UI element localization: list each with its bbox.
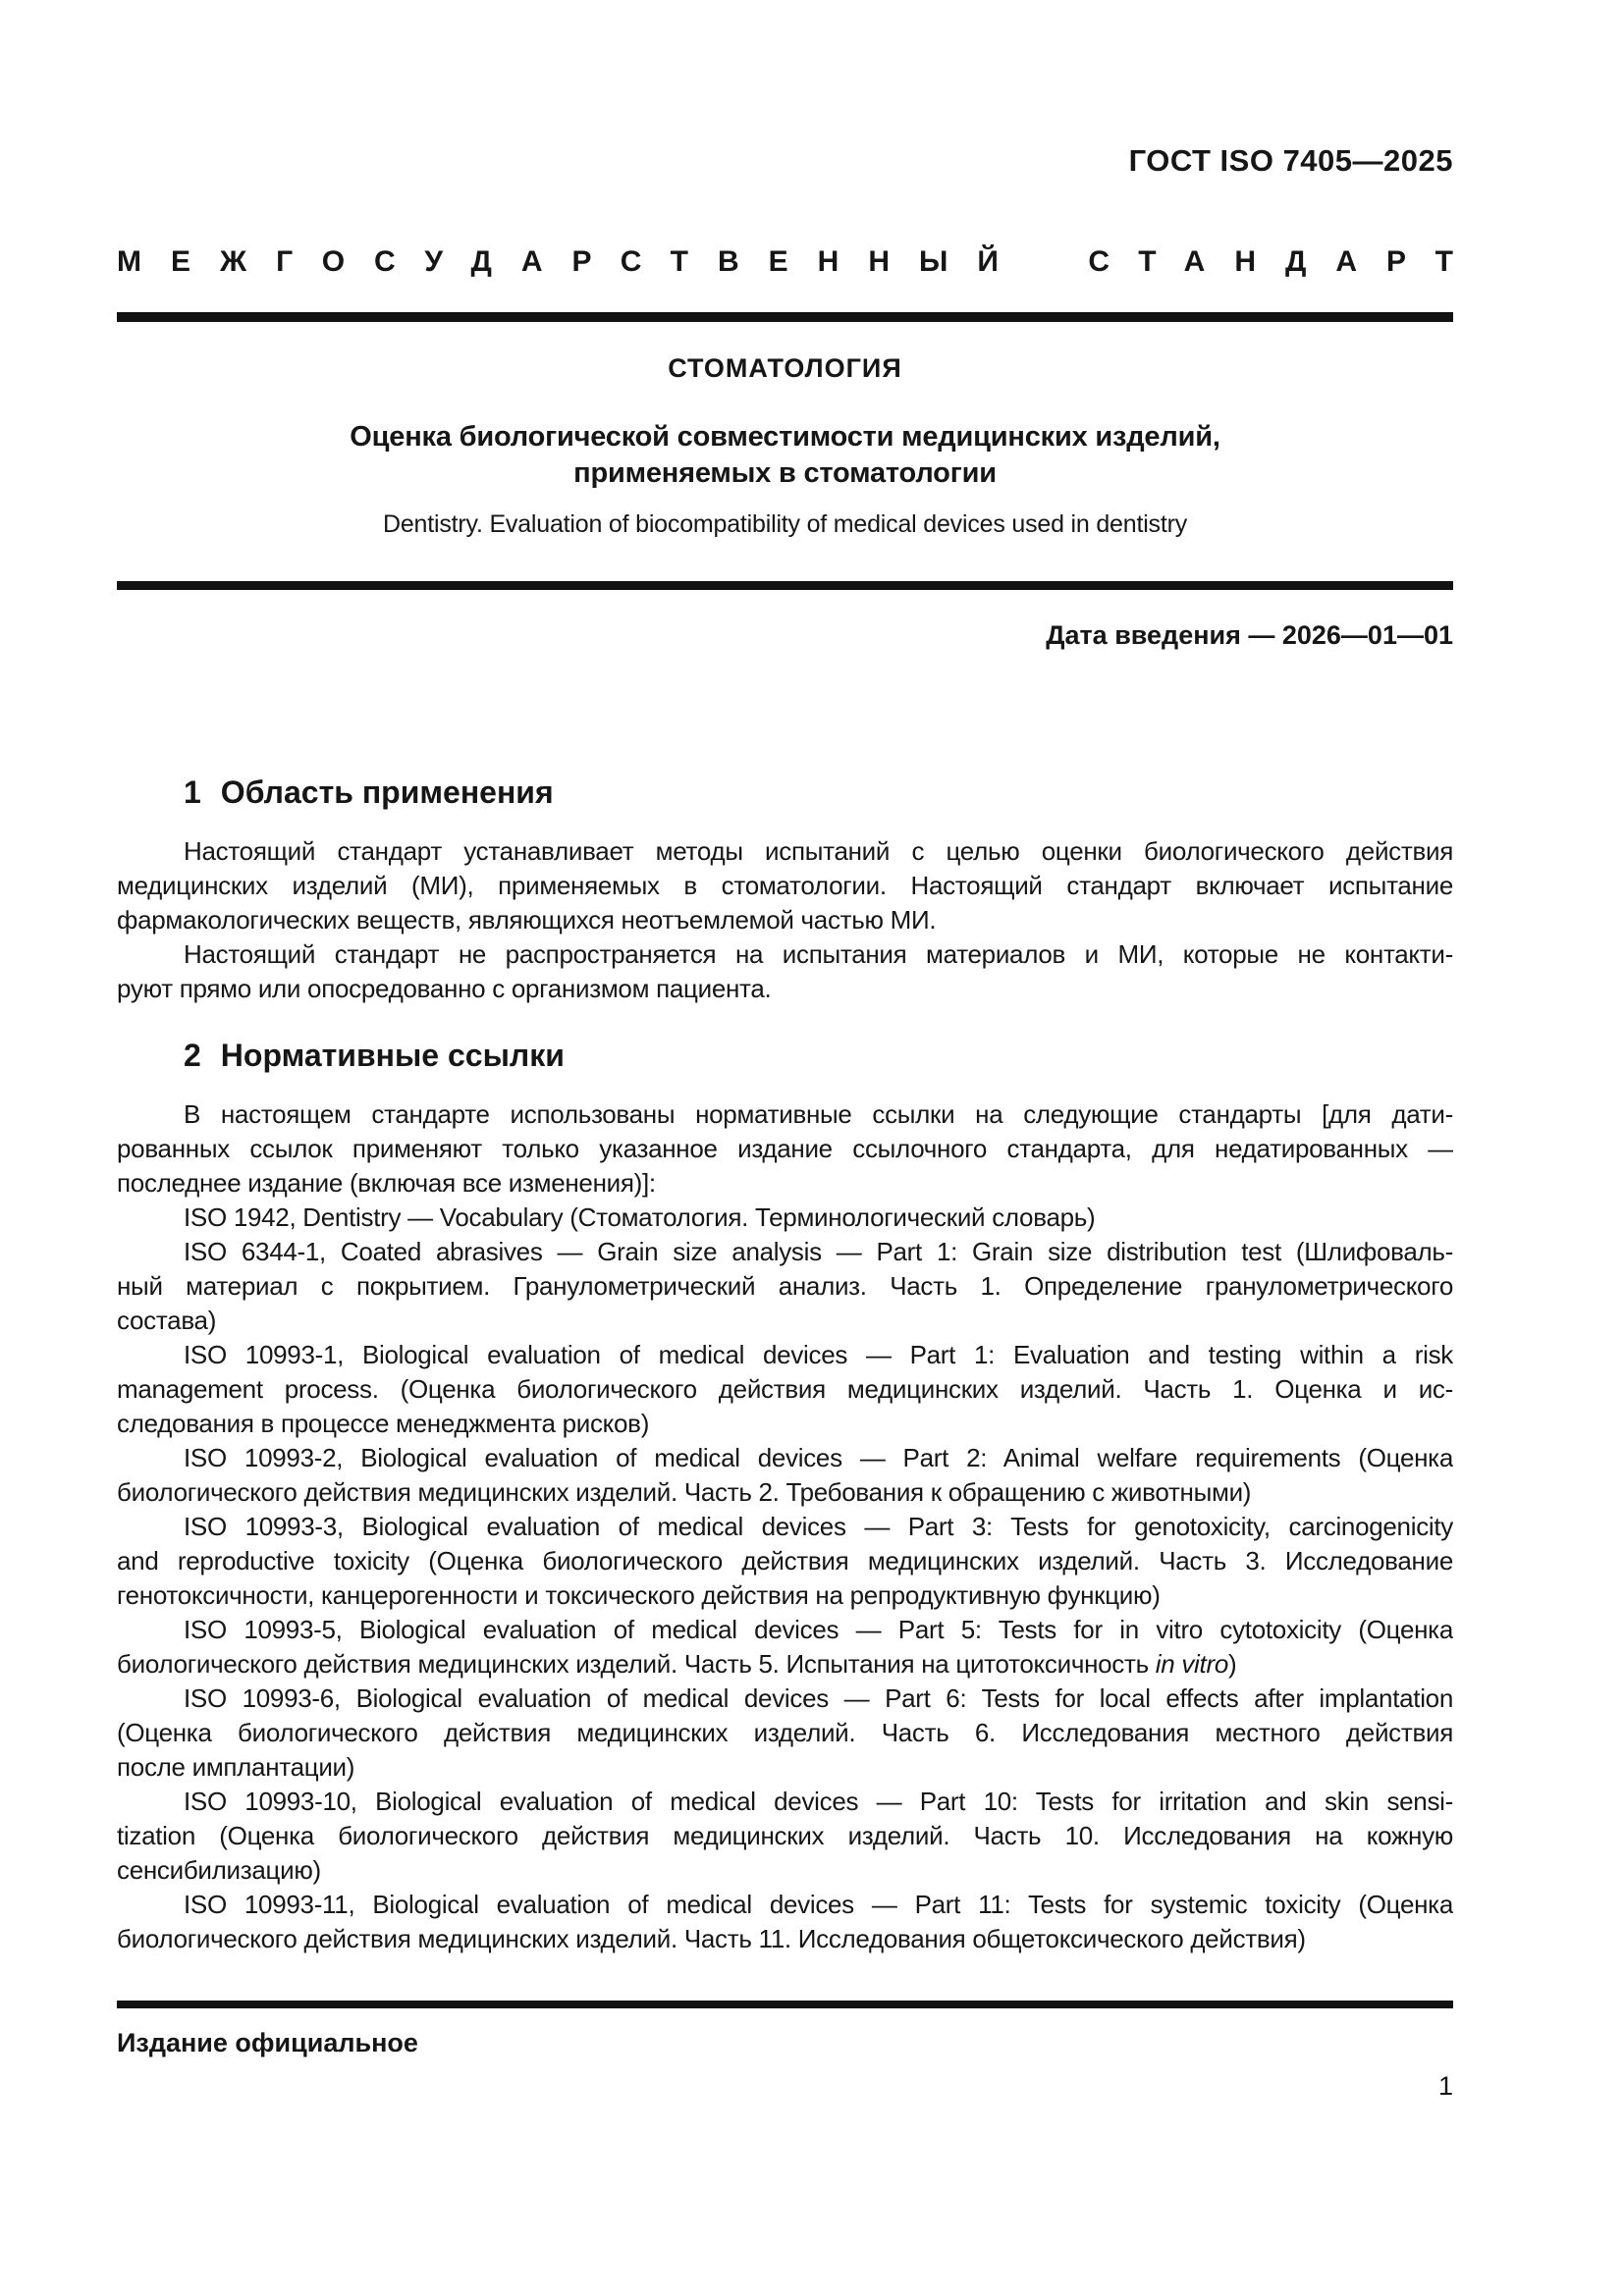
document-title-english: Dentistry. Evaluation of biocompatibility of medical devices used in dentistry	[382, 510, 1188, 538]
section-title: Нормативные ссылки	[220, 1038, 565, 1073]
text-line: ный материал с покрытием. Гранулометрический анализ. Часть 1. Определение гранулометрического	[117, 1271, 1453, 1301]
text-line: (Оценка биологического действия медицинских изделий. Часть 6. Исследования местного действия	[117, 1718, 1453, 1747]
text-line: после имплантации)	[117, 1752, 355, 1782]
text-line: сенсибилизацию)	[117, 1855, 321, 1885]
text-line: tization (Оценка биологического действия медицинских изделий. Часть 10. Исследования на кожную	[117, 1821, 1453, 1850]
text-line: В настоящем стандарте использованы нормативные ссылки на следующие стандарты [для дати-	[184, 1099, 1453, 1129]
sections	[117, 774, 1453, 1956]
text-line: Настоящий стандарт не распространяется на испытания материалов и МИ, которые не контакти-	[184, 939, 1453, 969]
standard-type-word-1: МЕЖГОСУДАРСТВЕННЫЙ	[117, 245, 1028, 278]
horizontal-rule-top	[117, 312, 1453, 322]
text-line: ISO 10993-11, Biological evaluation of medical devices — Part 11: Tests for systemic toxicity (Оценка	[184, 1890, 1453, 1919]
section-number: 2	[184, 1038, 201, 1073]
text-line: генотоксичности, канцерогенности и токсического действия на репродуктивную функцию)	[117, 1580, 1161, 1610]
text-line: биологического действия медицинских изделий. Часть 2. Требования к обращению с животными)	[117, 1477, 1252, 1507]
section-title: Область применения	[220, 774, 554, 810]
text-line: and reproductive toxicity (Оценка биологического действия медицинских изделий. Часть 3. Исследование	[117, 1546, 1453, 1575]
text-line: биологического действия медицинских изделий. Часть 11. Исследования общетоксического действия)	[117, 1924, 1306, 1953]
document-title-russian	[117, 419, 1453, 492]
text-line: медицинских изделий (МИ), применяемых в стоматологии. Настоящий стандарт включает испытание	[117, 871, 1453, 900]
text-line: биологического действия медицинских изделий. Часть 5. Испытания на цитотоксичность in vitro)	[117, 1649, 1237, 1679]
text-line: ISO 6344-1, Coated abrasives — Grain size analysis — Part 1: Grain size distribution test (Шлифоваль-	[184, 1237, 1453, 1266]
text-line: ISO 10993-5, Biological evaluation of medical devices — Part 5: Tests for in vitro cytotoxicity (Оценка	[184, 1615, 1453, 1644]
document-subject: СТОМАТОЛОГИЯ	[668, 353, 902, 383]
edition-note: Издание официальное	[117, 2028, 418, 2057]
text-line: ISO 10993-3, Biological evaluation of medical devices — Part 3: Tests for genotoxicity, carcinogenicity	[184, 1512, 1453, 1541]
horizontal-rule-footer	[117, 2001, 1453, 2008]
section-body	[117, 1097, 1453, 1956]
horizontal-rule-title	[117, 581, 1453, 590]
standard-type-banner	[117, 245, 1483, 279]
section-number: 1	[184, 774, 201, 810]
text-line: руют прямо или опосредованно с организмом пациента.	[117, 974, 772, 1003]
text-line: рованных ссылок применяют только указанное издание ссылочного стандарта, для недатированных —	[117, 1134, 1453, 1163]
italic-term: in vitro	[1155, 1649, 1228, 1679]
text-line: management process. (Оценка биологического действия медицинских изделий. Часть 1. Оценка и ис-	[117, 1374, 1453, 1404]
text-line: следования в процессе менеджмента рисков)	[117, 1409, 650, 1438]
section-body	[117, 834, 1453, 1006]
text-line: ISO 10993-2, Biological evaluation of medical devices — Part 2: Animal welfare requirements (Оценка	[184, 1443, 1453, 1472]
title-ru-line-1: Оценка биологической совместимости медицинских изделий,	[350, 421, 1220, 453]
text-line: Настоящий стандарт устанавливает методы испытаний с целью оценки биологического действия	[184, 836, 1453, 866]
section-heading	[184, 1038, 1453, 1073]
effective-date: Дата введения — 2026—01—01	[1046, 620, 1453, 650]
title-ru-line-2: применяемых в стоматологии	[573, 457, 997, 489]
text-line: ISO 1942, Dentistry — Vocabulary (Стоматология. Терминологический словарь)	[184, 1202, 1096, 1232]
standard-type-word-2: СТАНДАРТ	[1088, 245, 1483, 278]
page-number: 1	[1437, 2071, 1453, 2101]
text-line: ISO 10993-10, Biological evaluation of medical devices — Part 10: Tests for irritation and skin sensi-	[184, 1787, 1453, 1816]
text-line: состава)	[117, 1306, 217, 1335]
section-heading	[184, 774, 1453, 810]
standard-designation: ГОСТ ISO 7405—2025	[1128, 143, 1453, 178]
text-line: последнее издание (включая все изменения)]:	[117, 1168, 656, 1198]
text-line: ISO 10993-1, Biological evaluation of medical devices — Part 1: Evaluation and testing within a risk	[184, 1340, 1453, 1369]
text-line: ISO 10993-6, Biological evaluation of medical devices — Part 6: Tests for local effects after implantation	[184, 1683, 1453, 1713]
text-line: фармакологических веществ, являющихся неотъемлемой частью МИ.	[117, 905, 937, 934]
